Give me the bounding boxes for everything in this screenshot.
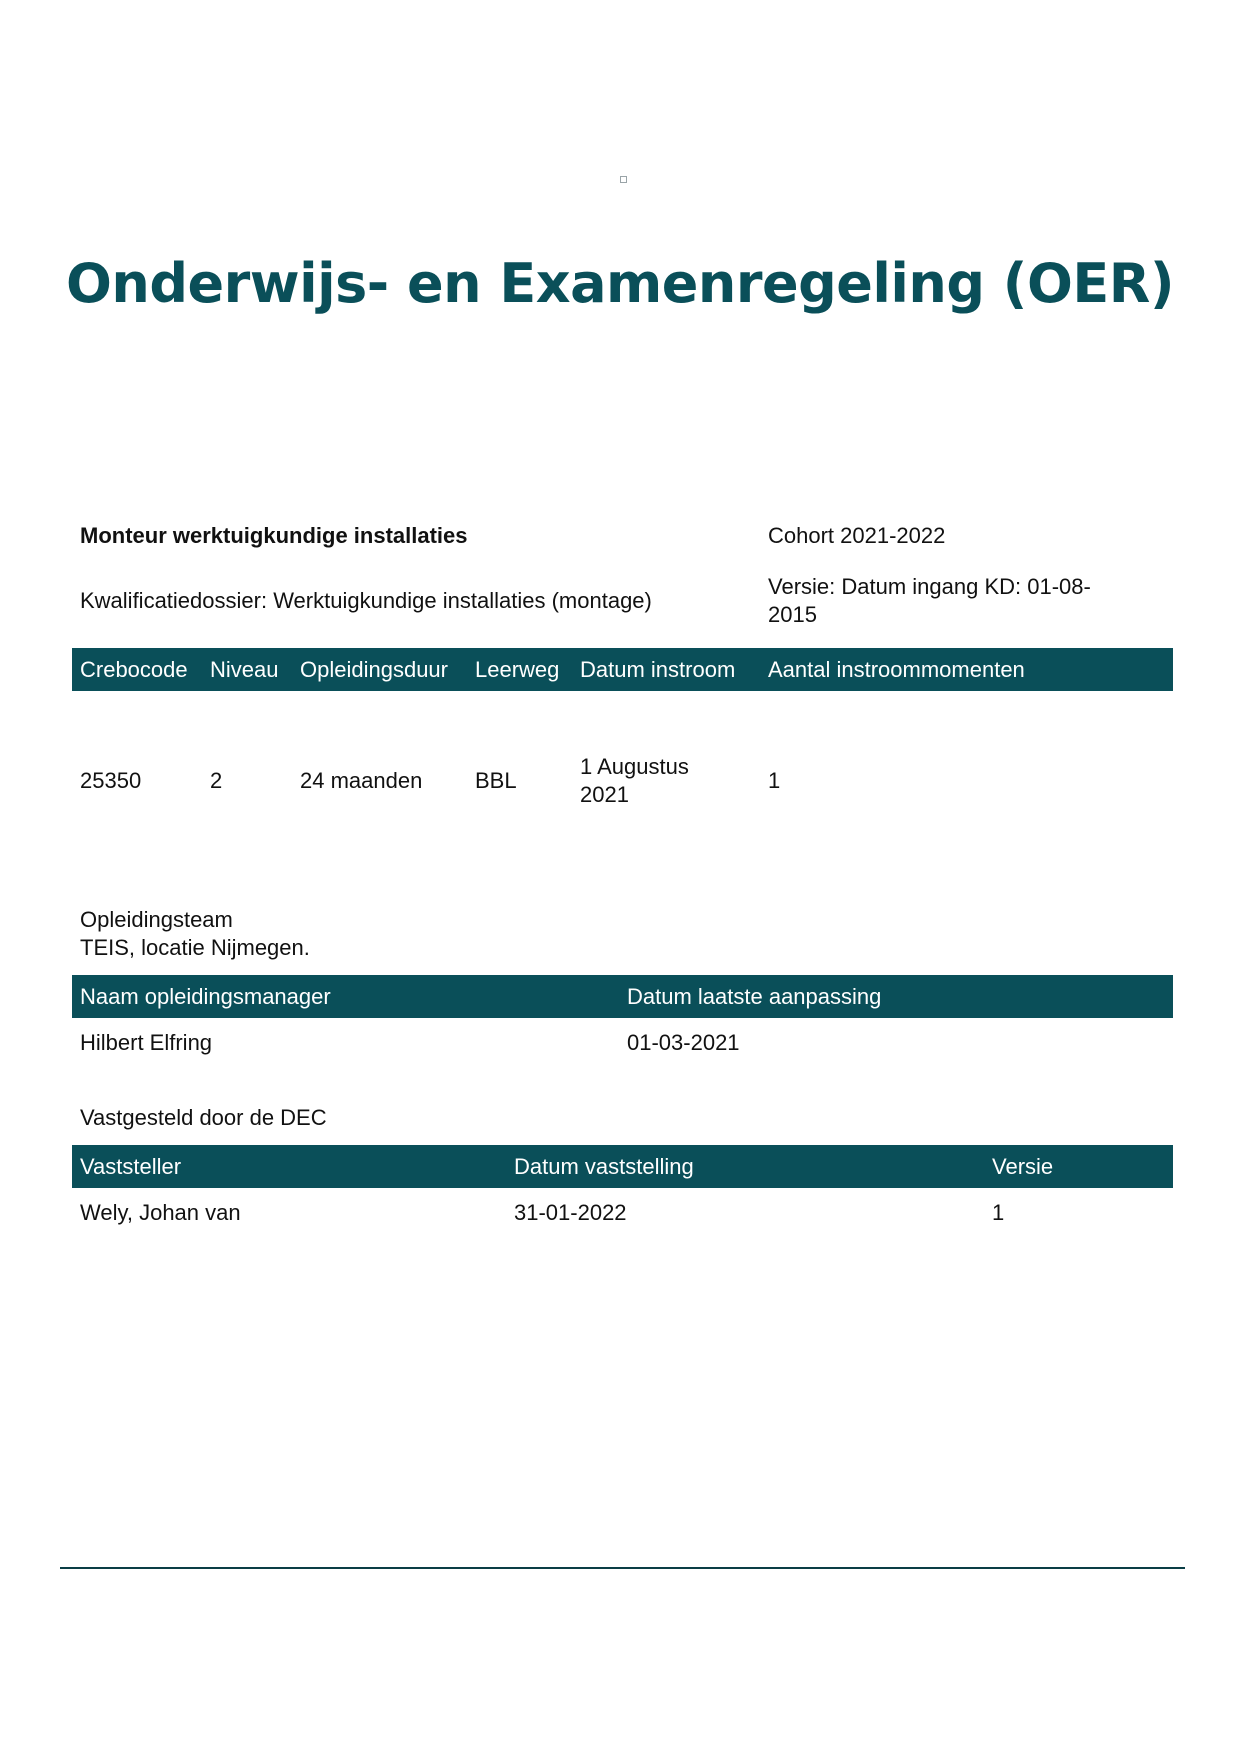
header-aantal-instroommomenten: Aantal instroommomenten <box>768 657 1025 682</box>
qualification-dossier: Kwalificatiedossier: Werktuigkundige installaties (montage) <box>80 588 652 613</box>
cell-versie: 1 <box>992 1200 1005 1225</box>
datum-instroom-line-2: 2021 <box>580 782 629 807</box>
cohort-label: Cohort 2021-2022 <box>768 523 946 548</box>
header-leerweg: Leerweg <box>475 657 560 682</box>
image-placeholder-icon <box>620 176 627 183</box>
header-datum-laatste-aanpassing: Datum laatste aanpassing <box>627 984 882 1009</box>
page-title: Onderwijs- en Examenregeling (OER) <box>65 252 1175 315</box>
header-opleidingsduur: Opleidingsduur <box>300 657 448 682</box>
cell-datum-instroom <box>580 753 689 809</box>
cell-crebocode: 25350 <box>80 768 142 793</box>
version-date-line-2: 2015 <box>768 602 817 627</box>
cell-aantal-instroommomenten: 1 <box>768 768 781 793</box>
team-name: TEIS, locatie Nijmegen. <box>80 935 310 960</box>
cell-opleidingsmanager: Hilbert Elfring <box>80 1030 213 1055</box>
datum-instroom-line-1: 1 Augustus <box>580 754 689 779</box>
header-vaststeller: Vaststeller <box>80 1154 182 1179</box>
version-date <box>768 573 1091 629</box>
footer-divider <box>60 1567 1185 1569</box>
header-crebocode: Crebocode <box>80 657 188 682</box>
team-label: Opleidingsteam <box>80 907 233 932</box>
header-naam-opleidingsmanager: Naam opleidingsmanager <box>80 984 331 1009</box>
approval-table-header <box>72 1145 1173 1188</box>
cell-leerweg: BBL <box>475 768 517 793</box>
cell-opleidingsduur: 24 maanden <box>300 768 423 793</box>
cell-vaststeller: Wely, Johan van <box>80 1200 241 1225</box>
cell-datum-vaststelling: 31-01-2022 <box>514 1200 627 1225</box>
cell-datum-laatste-aanpassing: 01-03-2021 <box>627 1030 740 1055</box>
program-name: Monteur werktuigkundige installaties <box>80 523 468 548</box>
cell-niveau: 2 <box>210 768 223 793</box>
approval-label: Vastgesteld door de DEC <box>80 1105 327 1130</box>
header-datum-vaststelling: Datum vaststelling <box>514 1154 694 1179</box>
manager-table-header <box>72 975 1173 1018</box>
header-niveau: Niveau <box>210 657 279 682</box>
header-versie: Versie <box>992 1154 1054 1179</box>
header-datum-instroom: Datum instroom <box>580 657 736 682</box>
version-date-line-1: Versie: Datum ingang KD: 01-08- <box>768 574 1091 599</box>
program-table-header <box>72 648 1173 691</box>
